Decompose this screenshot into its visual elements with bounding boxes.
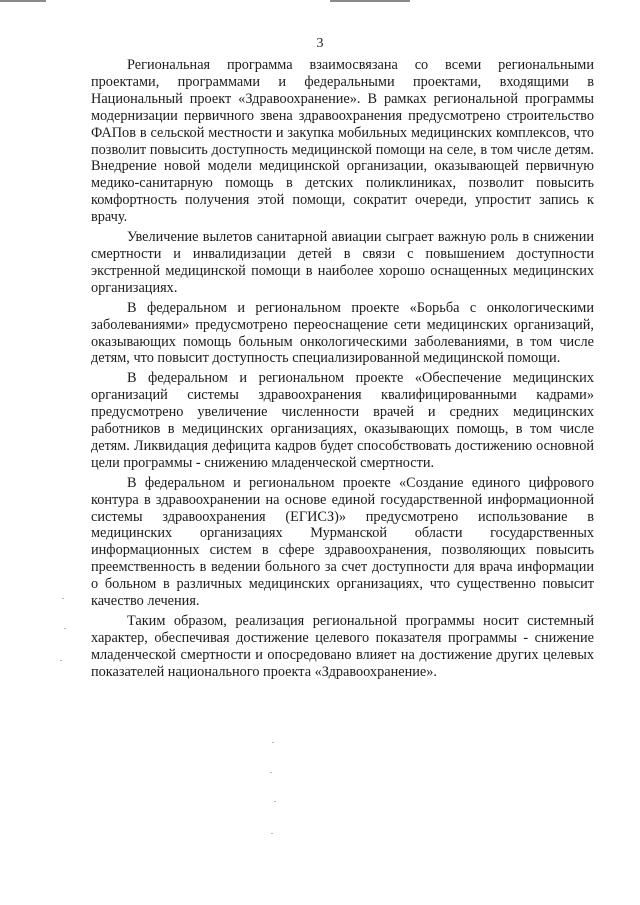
page-number: 3 [316,36,324,51]
scan-speck [62,598,64,599]
scan-speck [274,801,276,802]
scan-speck [270,772,272,773]
paragraph-oncology-project: В федеральном и региональном проекте «Борьба с онкологическими заболеваниями» предусмотрено переоснащение сети медицинских организаций, оказывающих помощь больным онкологическими заболеваниями, в том числе детям, что повысит доступность специализированной медицинской помощи. [91,299,594,367]
paragraph-sanitary-aviation: Увеличение вылетов санитарной авиации сыграет важную роль в снижении смертности и инвалидизации детей в связи с повышением доступности экстренной медицинской помощи в наиболее хорошо оснащенных медицинских организациях. [91,229,594,296]
paragraph-regional-program: Региональная программа взаимосвязана со всеми региональными проектами, программами и федеральными проектами, входящими в Национальный проект «Здравоохранение». В рамках региональной программы модернизации первичного звена здравоохранения предусмотрено строительство ФАПов в сельской местности и закупка мобильных медицинских комплексов, что позволит повысить доступность медицинской помощи на селе, в том числе детям. Внедрение новой модели медицинской организации, оказывающей первичную медико-санитарную помощь в детских поликлиниках, позволит повысить комфортность получения этой помощи, сократит очереди, упростит запись к врачу. [91,57,594,226]
scan-edge-mark-left [0,0,46,2]
scan-speck [60,660,62,661]
scan-speck [64,628,66,629]
scan-speck [271,833,273,834]
scan-edge-mark-right [330,0,410,2]
paragraph-staffing-project: В федеральном и региональном проекте «Обеспечение медицинских организаций системы здравоохранения квалифицированными кадрами» предусмотрено увеличение численности врачей и средних медицинских работников в медицинских организациях, оказывающих помощь, в том числе детям. Ликвидация дефицита кадров будет способствовать достижению основной цели программы - снижению младенческой смертности. [91,370,594,471]
document-body [91,57,594,684]
paragraph-conclusion: Таким образом, реализация региональной программы носит системный характер, обеспечивая достижение целевого показателя программы - снижение младенческой смертности и опосредовано влияет на достижение других целевых показателей национального проекта «Здравоохранение». [91,613,594,680]
scan-speck [272,742,274,743]
paragraph-digital-contour-project: В федеральном и региональном проекте «Создание единого цифрового контура в здравоохранении на основе единой государственной информационной системы здравоохранения (ЕГИСЗ)» предусмотрено использование в медицинских организациях Мурманской области государственных информационных систем в сфере здравоохранения, позволяющих повысить преемственность в ведении больного за счет доступности для врача информации о больном в различных медицинских организациях, что существенно повысит качество лечения. [91,474,594,610]
